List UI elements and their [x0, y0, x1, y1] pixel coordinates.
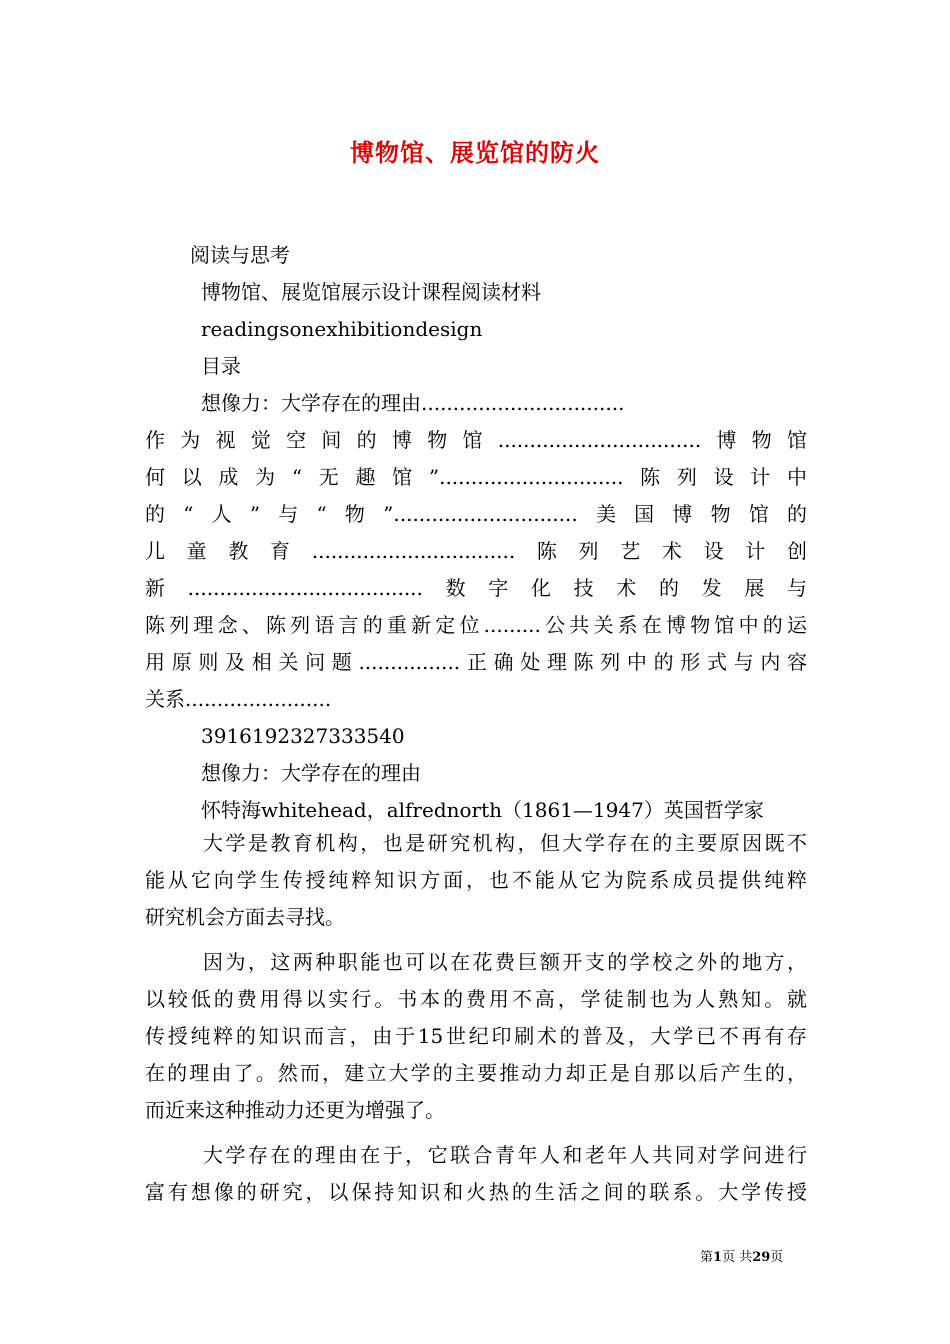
toc-entry: 新.....................................数字化技术的发展与 [145, 576, 807, 600]
footer-page-number: 1 [713, 1250, 723, 1265]
paragraph-line: 因为，这两种职能也可以在花费巨额开支的学校之外的地方， [203, 950, 807, 974]
page-footer [700, 1246, 820, 1265]
toc-entry: 作为视觉空间的博物馆................................博物馆 [145, 428, 807, 452]
paragraph-line: 大学存在的理由在于，它联合青年人和老年人共同对学问进行 [203, 1143, 807, 1167]
text-line: 博物馆、展览馆展示设计课程阅读材料 [201, 280, 541, 304]
paragraph-line: 研究机会方面去寻找。 [145, 905, 345, 929]
footer-total-pages: 29 [752, 1250, 771, 1265]
paragraph-line: 大学是教育机构，也是研究机构，但大学存在的主要原因既不 [203, 831, 807, 855]
text-line: 阅读与思考 [190, 243, 290, 267]
toc-entry: 儿童教育................................陈列艺术设计创 [145, 539, 807, 563]
text-line: readingsonexhibitiondesign [201, 317, 483, 341]
paragraph-line: 富有想像的研究，以保持知识和火热的生活之间的联系。大学传授 [145, 1180, 807, 1204]
paragraph-line: 而近来这种推动力还更为增强了。 [145, 1098, 445, 1122]
toc-entry: 用原则及相关问题................正确处理陈列中的形式与内容 [145, 650, 807, 674]
toc-entry: 陈列理念、陈列语言的重新定位.........公共关系在博物馆中的运 [145, 613, 807, 637]
section-heading: 想像力：大学存在的理由 [201, 761, 421, 785]
paragraph-line: 在的理由了。然而，建立大学的主要推动力却正是自那以后产生的， [145, 1061, 807, 1085]
page-title: 博物馆、展览馆的防火 [350, 138, 600, 167]
toc-entry: 想像力：大学存在的理由................................ [201, 391, 625, 415]
paragraph-line: 以较低的费用得以实行。书本的费用不高，学徒制也为人熟知。就 [145, 987, 807, 1011]
paragraph-line: 能从它向学生传授纯粹知识方面，也不能从它为院系成员提供纯粹 [145, 868, 807, 892]
toc-entry: 的“人”与“物”.............................美国博物馆的 [145, 502, 807, 526]
footer-prefix: 第 [700, 1250, 714, 1265]
text-line: 目录 [201, 354, 241, 378]
author-line: 怀特海whitehead，alfrednorth（1861—1947）英国哲学家 [201, 798, 764, 822]
toc-entry: 何以成为“无趣馆”.............................陈列设计中 [145, 465, 807, 489]
body-text-paragraphs [145, 825, 807, 1211]
paragraph-line: 传授纯粹的知识而言，由于15世纪印刷术的普及，大学已不再有存 [145, 1024, 807, 1048]
footer-middle: 页 共 [722, 1250, 753, 1265]
footer-suffix: 页 [770, 1250, 784, 1265]
text-line: 3916192327333540 [201, 724, 405, 748]
toc-entry: 关系....................... [145, 687, 332, 711]
body-text-upper [145, 237, 807, 829]
